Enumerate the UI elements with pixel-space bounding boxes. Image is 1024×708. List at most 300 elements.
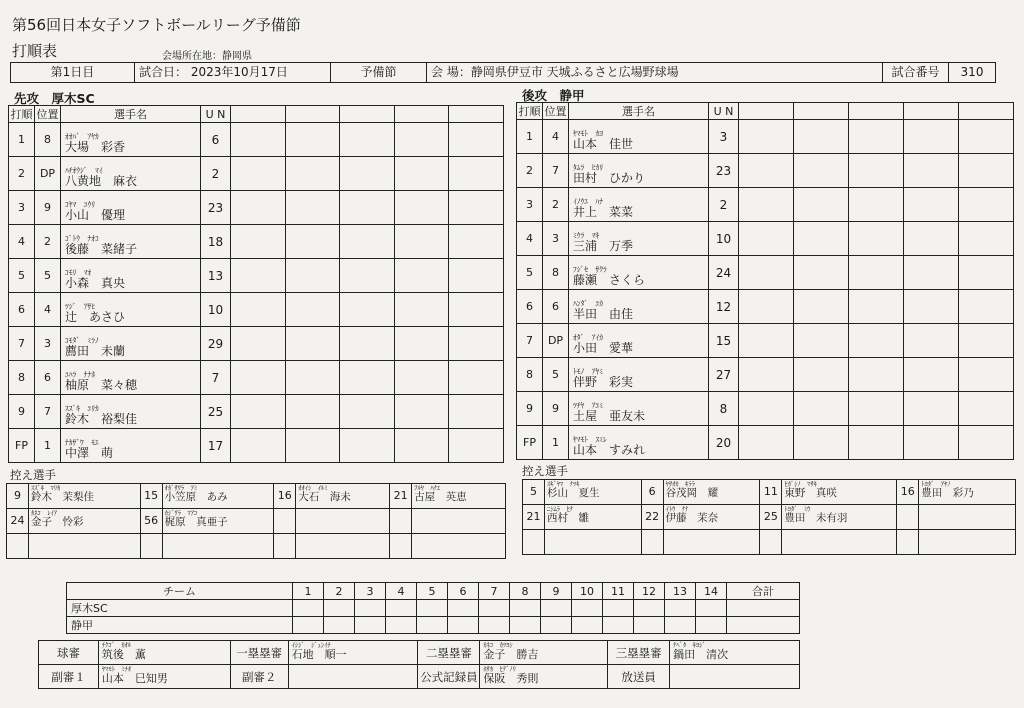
game-number: 310 <box>960 65 984 79</box>
player-kana: ｺﾓﾀﾞ ﾐﾗﾉ <box>65 335 99 345</box>
bench-row <box>523 480 1016 505</box>
player-kana: ﾐｳﾗ ﾏｷ <box>573 230 600 240</box>
score-cell <box>394 259 449 293</box>
score-cell <box>340 395 395 429</box>
inning-score <box>479 617 510 634</box>
score-cell <box>794 426 849 460</box>
score-cell <box>285 429 340 463</box>
home-team-label: 先攻 厚木SC <box>14 91 95 106</box>
bench-player-kana: ｽｽﾞｷ ﾏﾘｶ <box>31 484 61 492</box>
uniform-number: 2 <box>709 188 739 222</box>
announcer-label: 放送員 <box>608 665 670 689</box>
uniform-number: 8 <box>709 392 739 426</box>
player-name-cell <box>569 120 709 154</box>
score-cell <box>959 358 1014 392</box>
bench-player <box>162 484 274 509</box>
field-position: 2 <box>543 188 569 222</box>
bench-player <box>29 484 141 509</box>
score-cell <box>849 358 904 392</box>
uniform-number: 23 <box>201 191 231 225</box>
bench-player-name: 鈴木 茉梨佳 <box>31 490 94 503</box>
lineup-row <box>517 358 1014 392</box>
player-name: 井上 菜菜 <box>573 204 634 219</box>
inning-score <box>510 617 541 634</box>
bench-row <box>523 505 1016 530</box>
score-cell <box>340 361 395 395</box>
official-scorer-kana: ﾎｻｶ ﾋﾃﾞﾉﾘ <box>483 665 516 673</box>
bench-player-kana: ﾌﾙﾔ ﾊﾅｴ <box>414 484 441 492</box>
bench-number <box>897 530 919 555</box>
bench-number: 21 <box>523 505 545 530</box>
score-cell <box>849 256 904 290</box>
uniform-number: 29 <box>201 327 231 361</box>
score-team-name: 静甲 <box>67 617 293 634</box>
game-day: 第1日目 <box>11 63 135 82</box>
inning-header: 7 <box>479 583 510 600</box>
player-name-cell <box>61 429 201 463</box>
batting-order: 5 <box>9 259 35 293</box>
player-name: 中澤 萌 <box>65 445 114 460</box>
score-cell <box>394 395 449 429</box>
score-cell <box>231 259 286 293</box>
bench-row <box>7 509 506 534</box>
uniform-number: 10 <box>709 222 739 256</box>
batting-order: 8 <box>9 361 35 395</box>
uniform-number: 6 <box>201 123 231 157</box>
player-kana: ﾂﾁﾔ ｱﾕﾐ <box>573 400 603 410</box>
official-scorer-name: 保阪 秀則 <box>483 671 539 685</box>
total-header: 合計 <box>727 583 800 600</box>
col-order-header: 打順 <box>517 103 543 120</box>
player-name-cell <box>569 358 709 392</box>
field-position: 7 <box>543 154 569 188</box>
bench-number: 56 <box>140 509 162 534</box>
score-cell <box>739 222 794 256</box>
sub-umpire-1 <box>98 665 230 689</box>
bench-number <box>390 509 412 534</box>
score-cell <box>340 191 395 225</box>
player-name: 辻 あさひ <box>65 309 126 324</box>
bench-player-kana: ｶﾈｺ ﾚｲｱ <box>31 509 57 517</box>
lineup-row <box>9 429 504 463</box>
player-name-cell <box>61 225 201 259</box>
away-lineup-table <box>516 102 1014 460</box>
lineup-row <box>9 191 504 225</box>
batting-order: 3 <box>517 188 543 222</box>
away-bench-label: 控え選手 <box>522 464 568 478</box>
score-cell <box>794 290 849 324</box>
score-cell <box>340 293 395 327</box>
bench-player-name: 金子 怜彩 <box>31 515 84 528</box>
score-cell <box>849 188 904 222</box>
field-position: DP <box>543 324 569 358</box>
scoreboard-table <box>66 582 800 634</box>
player-name-cell <box>61 293 201 327</box>
bench-player-name: 豊田 未有羽 <box>784 511 848 524</box>
player-name: 土屋 亜友未 <box>573 408 646 423</box>
inning-score <box>386 617 417 634</box>
bench-player-name: 梶原 真亜子 <box>164 515 228 528</box>
score-cell <box>340 123 395 157</box>
bench-number <box>140 534 162 559</box>
sub-umpire-2 <box>288 665 418 689</box>
bench-number: 5 <box>523 480 545 505</box>
bench-player <box>412 534 506 559</box>
score-cell <box>904 154 959 188</box>
score-cell <box>959 324 1014 358</box>
inning-score <box>665 600 696 617</box>
score-cell <box>449 123 504 157</box>
bench-number: 21 <box>390 484 412 509</box>
inning-header: 12 <box>634 583 665 600</box>
score-cell <box>959 120 1014 154</box>
uniform-number: 20 <box>709 426 739 460</box>
uniform-number: 12 <box>709 290 739 324</box>
uniform-number: 10 <box>201 293 231 327</box>
score-cell <box>849 154 904 188</box>
inning-score <box>696 617 727 634</box>
bench-row <box>7 534 506 559</box>
score-cell <box>849 290 904 324</box>
batting-order: 6 <box>517 290 543 324</box>
bench-player-kana: ﾆｼﾑﾗ ﾋﾅ <box>547 505 573 513</box>
uniform-number: 27 <box>709 358 739 392</box>
inning-header: 1 <box>293 583 324 600</box>
batting-order: 5 <box>517 256 543 290</box>
player-name: 小田 愛華 <box>573 340 634 355</box>
col-pos-header: 位置 <box>35 106 61 123</box>
bench-player <box>919 505 1016 530</box>
col-un-header: U N <box>709 103 739 120</box>
score-row <box>67 617 800 634</box>
score-cell <box>231 191 286 225</box>
score-cell <box>739 290 794 324</box>
player-name-cell <box>61 361 201 395</box>
inning-score <box>603 617 634 634</box>
score-cell <box>849 120 904 154</box>
field-position: 3 <box>35 327 61 361</box>
plate-umpire <box>98 641 230 665</box>
player-kana: ｵﾀﾞ ｱｲｶ <box>573 332 603 342</box>
player-name: 小森 真央 <box>65 275 126 290</box>
field-position: 4 <box>543 120 569 154</box>
score-cell <box>794 120 849 154</box>
score-cell <box>794 188 849 222</box>
lineup-row <box>517 426 1014 460</box>
score-cell <box>959 290 1014 324</box>
lineup-row <box>9 361 504 395</box>
bench-player <box>29 509 141 534</box>
officials-table <box>38 640 800 689</box>
lineup-row <box>517 392 1014 426</box>
bench-number: 24 <box>7 509 29 534</box>
field-position: 5 <box>543 358 569 392</box>
inning-score <box>634 600 665 617</box>
score-cell <box>449 259 504 293</box>
inning-score <box>355 600 386 617</box>
lineup-row <box>517 290 1014 324</box>
inning-score <box>572 617 603 634</box>
bench-player-name: 東野 真咲 <box>784 486 837 499</box>
batting-order: 3 <box>9 191 35 225</box>
score-cell <box>285 157 340 191</box>
batting-order: 2 <box>517 154 543 188</box>
inning-score <box>448 617 479 634</box>
score-cell <box>394 191 449 225</box>
score-cell <box>959 222 1014 256</box>
uniform-number: 23 <box>709 154 739 188</box>
home-lineup-table <box>8 105 504 463</box>
score-cell <box>904 256 959 290</box>
score-cell <box>231 361 286 395</box>
score-cell <box>231 123 286 157</box>
player-name: 後藤 菜緒子 <box>65 241 138 256</box>
sub-umpire-1-kana: ﾔﾏﾓﾄ ﾐﾁｵ <box>101 665 132 673</box>
batting-order: FP <box>517 426 543 460</box>
bench-player-name: 西村 雛 <box>547 511 589 524</box>
score-cell <box>285 191 340 225</box>
inning-score <box>696 600 727 617</box>
score-cell <box>794 324 849 358</box>
score-cell <box>449 395 504 429</box>
bench-player <box>296 534 390 559</box>
player-name-cell <box>569 222 709 256</box>
home-bench-table <box>6 483 506 559</box>
player-kana: ﾊﾁｵｳｼﾞ ﾏｲ <box>65 165 103 175</box>
score-cell <box>340 225 395 259</box>
bench-player-kana: ｵｵｲｼ ｲﾙﾐ <box>298 484 328 492</box>
score-cell <box>794 392 849 426</box>
batting-order: FP <box>9 429 35 463</box>
inning-score <box>541 617 572 634</box>
player-name: 田村 ひかり <box>573 170 646 185</box>
score-cell <box>739 120 794 154</box>
inning-score <box>634 617 665 634</box>
bench-player-name: 古屋 英恵 <box>414 490 467 503</box>
lineup-row <box>9 123 504 157</box>
score-cell <box>904 392 959 426</box>
bench-player <box>663 505 760 530</box>
score-cell <box>285 225 340 259</box>
score-cell <box>340 157 395 191</box>
score-cell <box>231 395 286 429</box>
bench-player <box>545 505 642 530</box>
score-cell <box>394 157 449 191</box>
score-cell <box>904 290 959 324</box>
score-cell <box>959 392 1014 426</box>
field-position: 1 <box>35 429 61 463</box>
bench-player <box>29 534 141 559</box>
lineup-row <box>517 324 1014 358</box>
player-kana: ｺﾓﾘ ﾏｵ <box>65 267 92 277</box>
batting-order: 4 <box>9 225 35 259</box>
score-row <box>67 600 800 617</box>
bench-number <box>274 509 296 534</box>
player-name: 薦田 未蘭 <box>65 343 126 358</box>
player-kana: ﾀﾑﾗ ﾋｶﾘ <box>573 162 603 172</box>
player-kana: ﾌｼﾞｾ ｻｸﾗ <box>573 264 607 274</box>
score-cell <box>449 327 504 361</box>
score-cell <box>340 259 395 293</box>
col-name-header: 選手名 <box>61 106 201 123</box>
field-position: 6 <box>35 361 61 395</box>
score-cell <box>394 361 449 395</box>
uniform-number: 3 <box>709 120 739 154</box>
inning-header: 2 <box>324 583 355 600</box>
score-cell <box>739 392 794 426</box>
plate-umpire-name: 筑後 薫 <box>101 647 146 661</box>
score-cell <box>449 225 504 259</box>
bench-number <box>7 534 29 559</box>
player-name: 八黄地 麻衣 <box>65 173 138 188</box>
bench-player-name: 小笠原 あみ <box>164 490 228 503</box>
bench-player <box>162 509 274 534</box>
score-cell <box>959 426 1014 460</box>
third-base-umpire-label: 三塁塁審 <box>608 641 670 665</box>
lineup-row <box>517 188 1014 222</box>
player-name: 鈴木 裕梨佳 <box>65 411 138 426</box>
lineup-row <box>517 154 1014 188</box>
score-cell <box>849 324 904 358</box>
bench-player <box>412 509 506 534</box>
game-info-bar <box>10 62 996 83</box>
score-cell <box>231 429 286 463</box>
inning-score <box>293 600 324 617</box>
bench-player <box>162 534 274 559</box>
bench-number <box>897 505 919 530</box>
bench-player <box>296 509 390 534</box>
score-cell <box>794 154 849 188</box>
lineup-row <box>9 225 504 259</box>
bench-player <box>545 480 642 505</box>
score-cell <box>904 222 959 256</box>
batting-order: 4 <box>517 222 543 256</box>
bench-player <box>412 484 506 509</box>
inning-header: 3 <box>355 583 386 600</box>
player-kana: ﾄﾓﾉ ｱﾔﾐ <box>573 366 603 376</box>
uniform-number: 18 <box>201 225 231 259</box>
player-kana: ｵｵﾊﾞ ｱﾔｶ <box>65 131 99 141</box>
player-name-cell <box>569 290 709 324</box>
score-cell <box>739 324 794 358</box>
score-cell <box>449 293 504 327</box>
player-name-cell <box>569 188 709 222</box>
inning-header: 5 <box>417 583 448 600</box>
score-cell <box>394 327 449 361</box>
score-cell <box>394 123 449 157</box>
inning-score <box>479 600 510 617</box>
batting-order: 1 <box>517 120 543 154</box>
player-kana: ｺﾞﾄｳ ﾅｵｺ <box>65 233 99 243</box>
bench-player-kana: ﾄﾖﾀﾞ ｱﾔﾉ <box>921 480 951 488</box>
player-name: 藤瀬 さくら <box>573 272 646 287</box>
score-cell <box>394 429 449 463</box>
player-name-cell <box>61 395 201 429</box>
player-kana: ﾂｼﾞ ｱｻﾋ <box>65 301 95 311</box>
player-name: 伴野 彩実 <box>573 374 634 389</box>
sub-umpire-1-name: 山本 巳知男 <box>101 671 168 685</box>
inning-score <box>386 600 417 617</box>
score-cell <box>285 123 340 157</box>
inning-header: 11 <box>603 583 634 600</box>
bench-number: 22 <box>641 505 663 530</box>
score-cell <box>449 361 504 395</box>
document-title: 第56回日本女子ソフトボールリーグ予備節 <box>12 16 301 34</box>
first-base-umpire <box>288 641 418 665</box>
field-position: 4 <box>35 293 61 327</box>
uniform-number: 17 <box>201 429 231 463</box>
bench-player <box>782 530 897 555</box>
field-position: 5 <box>35 259 61 293</box>
inning-score <box>572 600 603 617</box>
team-col-header: チーム <box>67 583 293 600</box>
score-cell <box>739 188 794 222</box>
inning-score <box>324 617 355 634</box>
bench-player-kana: ﾋｶﾞｼﾉ ﾏｻｷ <box>784 480 817 488</box>
score-cell <box>959 154 1014 188</box>
second-base-umpire-name: 金子 勝吉 <box>483 647 539 661</box>
score-cell <box>959 188 1014 222</box>
inning-score <box>665 617 696 634</box>
player-kana: ﾔﾏﾓﾄ ｽﾐﾚ <box>573 434 607 444</box>
score-cell <box>285 361 340 395</box>
uniform-number: 25 <box>201 395 231 429</box>
inning-score <box>293 617 324 634</box>
bench-number: 16 <box>274 484 296 509</box>
game-number-label: 試合番号 <box>883 63 949 82</box>
player-name-cell <box>569 154 709 188</box>
score-cell <box>849 426 904 460</box>
field-position: 9 <box>35 191 61 225</box>
batting-order: 6 <box>9 293 35 327</box>
score-cell <box>394 293 449 327</box>
bench-number: 15 <box>140 484 162 509</box>
bench-player-name: 大石 海未 <box>298 490 351 503</box>
batting-order: 7 <box>9 327 35 361</box>
bench-player-name: 杉山 夏生 <box>547 486 600 499</box>
inning-header: 4 <box>386 583 417 600</box>
batting-order: 7 <box>517 324 543 358</box>
score-cell <box>794 358 849 392</box>
score-cell <box>231 225 286 259</box>
bench-player-kana: ｵｶﾞｻﾜﾗ ｱﾐ <box>164 484 198 492</box>
batting-order: 2 <box>9 157 35 191</box>
player-name-cell <box>61 191 201 225</box>
player-name: 山本 佳世 <box>573 136 634 151</box>
score-cell <box>285 395 340 429</box>
uniform-number: 2 <box>201 157 231 191</box>
score-cell <box>340 429 395 463</box>
bench-number: 6 <box>641 480 663 505</box>
bench-player <box>663 530 760 555</box>
bench-number <box>390 534 412 559</box>
plate-umpire-kana: ﾁｸｺﾞ ｶｵﾙ <box>101 641 132 649</box>
inning-score <box>355 617 386 634</box>
lineup-row <box>9 395 504 429</box>
score-cell <box>739 256 794 290</box>
col-name-header: 選手名 <box>569 103 709 120</box>
inning-score <box>541 600 572 617</box>
score-cell <box>449 157 504 191</box>
first-base-umpire-name: 石地 順一 <box>291 647 347 661</box>
bench-player <box>663 480 760 505</box>
bench-player-name: 豊田 彩乃 <box>921 486 974 499</box>
total-score <box>727 617 800 634</box>
player-name-cell <box>61 123 201 157</box>
score-team-name: 厚木SC <box>67 600 293 617</box>
score-cell <box>231 293 286 327</box>
bench-number: 16 <box>897 480 919 505</box>
